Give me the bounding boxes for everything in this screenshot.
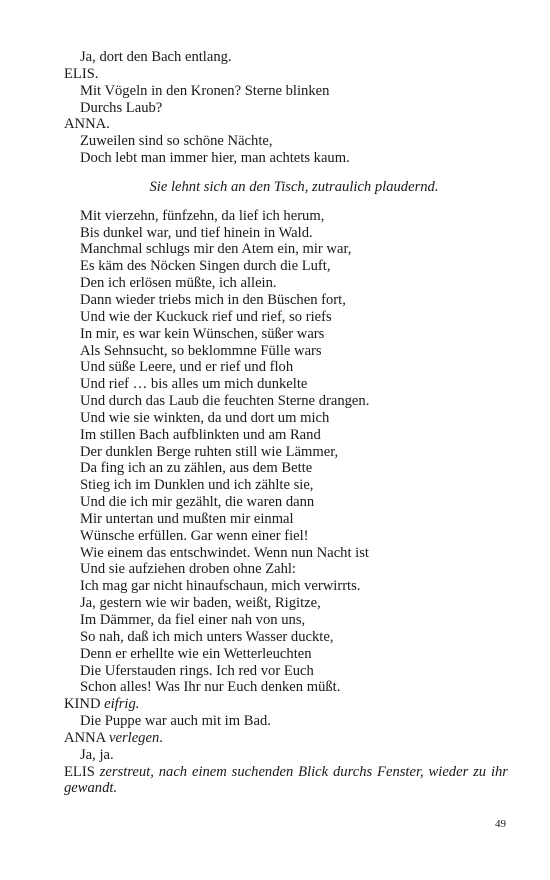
verse-line: Und durch das Laub die feuchten Sterne drangen. <box>80 393 370 410</box>
verse-line: Manchmal schlugs mir den Atem ein, mir war, <box>80 241 352 258</box>
anna-monologue <box>64 208 508 696</box>
verse-line: Die Puppe war auch mit im Bad. <box>80 713 271 730</box>
speaker-name: ANNA <box>64 729 106 746</box>
speaker-name: ELIS <box>64 763 95 780</box>
page-number: 49 <box>495 818 506 830</box>
verse-line: Und wie sie winkten, da und dort um mich <box>80 409 330 426</box>
verse-line: Dann wieder triebs mich in den Büschen fort, <box>80 291 346 308</box>
stage-direction: Sie lehnt sich an den Tisch, zutraulich plaudernd. <box>149 178 439 195</box>
verse-line: Doch lebt man immer hier, man achtets kaum. <box>80 150 350 167</box>
verse-line: Mir untertan und mußten mir einmal <box>80 510 294 527</box>
verse-line: Ja, gestern wie wir baden, weißt, Rigitze, <box>80 595 321 612</box>
speaker-line-anna <box>64 730 508 747</box>
stage-direction-inline: verlegen <box>109 729 160 746</box>
play-text-page <box>64 49 508 797</box>
verse-line: Im Dämmer, da fiel einer nah von uns, <box>80 612 306 628</box>
verse-line: Durchs Laub? <box>80 99 163 116</box>
verse-line: Und wie der Kuckuck rief und rief, so riefs <box>80 308 332 325</box>
speaker-name: KIND <box>64 696 101 713</box>
verse-line: Mit Vögeln in den Kronen? Sterne blinken <box>80 82 330 99</box>
verse-line: Und rief … bis alles um mich dunkelte <box>80 376 308 393</box>
speaker-name: ANNA. <box>64 116 110 133</box>
stage-direction-inline: eifrig. <box>104 696 140 713</box>
verse-line: Wie einem das entschwindet. Wenn nun Nacht ist <box>80 544 369 561</box>
speaker-name: ELIS. <box>64 65 99 82</box>
verse-line: Schon alles! Was Ihr nur Euch denken müßt. <box>80 679 341 696</box>
verse-line: Ja, dort den Bach entlang. <box>80 49 232 65</box>
verse-line: Den ich erlösen müßte, ich allein. <box>80 275 277 292</box>
verse-line: Denn er erhellte wie ein Wetterleuchten <box>80 645 312 662</box>
speaker-line-elis <box>64 764 508 798</box>
verse-line: Der dunklen Berge ruhten still wie Lämmer, <box>80 443 339 460</box>
verse-line: So nah, daß ich mich unters Wasser duckte, <box>80 628 334 645</box>
punctuation: . <box>159 729 163 746</box>
verse-line: Und die ich mir gezählt, die waren dann <box>80 494 315 511</box>
verse-line: Mit vierzehn, fünfzehn, da lief ich herum, <box>80 207 325 224</box>
verse-line: Und sie aufziehen droben ohne Zahl: <box>80 561 296 578</box>
speaker-line-kind <box>64 696 508 713</box>
verse-line: Es käm des Nöcken Singen durch die Luft, <box>80 258 331 275</box>
verse-line: Als Sehnsucht, so beklommne Fülle wars <box>80 342 322 359</box>
verse-line: Im stillen Bach aufblinkten und am Rand <box>80 426 321 443</box>
verse-line: Zuweilen sind so schöne Nächte, <box>80 133 273 150</box>
verse-line: Und süße Leere, und er rief und floh <box>80 359 294 376</box>
verse-line: Die Uferstauden rings. Ich red vor Euch <box>80 662 314 679</box>
opening-dialogue <box>64 49 508 167</box>
verse-line: Wünsche erfüllen. Gar wenn einer fiel! <box>80 527 309 544</box>
verse-line: Stieg ich im Dunklen und ich zählte sie, <box>80 477 314 494</box>
stage-direction-inline: zerstreut, nach einem suchenden Blick durchs Fenster, wieder zu ihr gewandt. <box>64 763 508 797</box>
verse-line: In mir, es war kein Wünschen, süßer wars <box>80 325 325 342</box>
verse-line: Da fing ich an zu zählen, aus dem Bette <box>80 460 313 477</box>
verse-line: Ich mag gar nicht hinaufschaun, mich verwirrts. <box>80 578 361 595</box>
verse-line: Bis dunkel war, und tief hinein in Wald. <box>80 224 313 241</box>
verse-line: Ja, ja. <box>80 746 114 763</box>
